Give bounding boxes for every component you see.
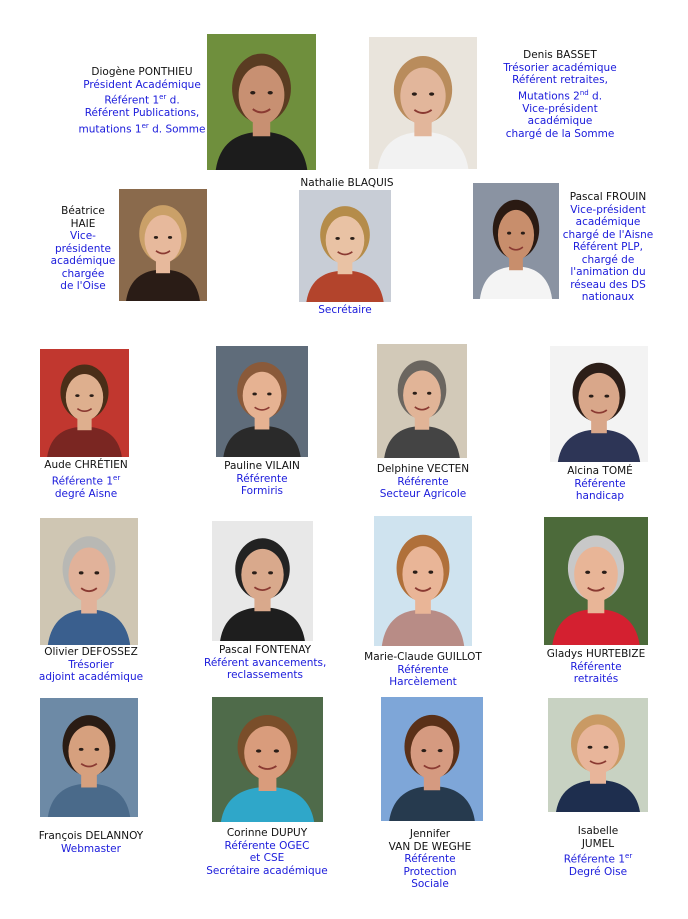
face (239, 66, 285, 125)
member-role: Protection (403, 865, 457, 878)
member-role: Vice-président (522, 102, 598, 115)
portrait-image (473, 183, 559, 299)
member-role: retraités (573, 673, 619, 685)
face (498, 210, 534, 260)
member-caption (546, 825, 650, 879)
right-eye (521, 232, 525, 235)
right-eye (429, 92, 434, 95)
member-caption (376, 828, 484, 891)
member-name: Jennifer (409, 828, 451, 840)
face (400, 68, 445, 125)
member-role: Référente (574, 477, 626, 490)
member-caption (36, 459, 136, 500)
face (145, 215, 182, 263)
portrait-image (207, 34, 316, 170)
member-name: Corinne DUPUY (226, 827, 308, 839)
left-eye (154, 236, 158, 239)
member-name: Delphine VECTEN (376, 463, 470, 475)
face (66, 374, 103, 421)
face (574, 547, 618, 602)
right-eye (268, 571, 273, 574)
member-role: chargé de (581, 253, 635, 266)
member-role: Référent Publications, (84, 107, 200, 119)
member-name: Denis BASSET (523, 49, 597, 61)
portrait-image (377, 344, 467, 458)
member-role: et CSE (249, 852, 285, 864)
member-role: de l'Oise (60, 280, 106, 292)
member-role: chargé de l'Aisne (562, 228, 654, 241)
member-photo (544, 517, 648, 645)
face (577, 724, 619, 773)
member-photo (40, 349, 129, 457)
member-role: Sociale (411, 878, 449, 890)
member-role: handicap (575, 490, 625, 502)
member-role: Vice- (70, 230, 96, 242)
member-caption (38, 646, 144, 684)
right-eye (604, 746, 609, 749)
portrait-image (40, 349, 129, 457)
member-photo (299, 190, 391, 302)
right-eye (427, 392, 431, 395)
member-role: Vice-président (570, 203, 646, 216)
member-name-line2: VAN DE WEGHE (388, 840, 472, 853)
left-eye (252, 393, 256, 396)
member-role: Référente (570, 660, 622, 673)
member-caption (204, 827, 330, 877)
portrait-image (216, 346, 308, 457)
right-eye (94, 571, 99, 574)
face (241, 549, 283, 601)
member-role: reclassements (226, 669, 303, 681)
member-role: présidente (55, 242, 111, 255)
member-photo (374, 516, 472, 646)
face (68, 547, 109, 602)
member-name: François DELANNOY (38, 830, 144, 842)
member-name: Gladys HURTEBIZE (546, 648, 646, 660)
member-role: degré Aisne (54, 487, 118, 500)
left-eye (412, 92, 417, 95)
member-photo (40, 698, 138, 817)
face (244, 726, 291, 780)
member-photo (40, 518, 138, 645)
member-role: chargée (61, 267, 105, 280)
left-eye (588, 746, 593, 749)
member-photo (548, 698, 648, 812)
member-name: Isabelle (577, 825, 619, 837)
member-role: Référente OGEC (224, 839, 310, 852)
member-role: Secrétaire académique (206, 864, 328, 877)
member-photo (377, 344, 467, 458)
member-role: Trésorier académique (503, 61, 617, 74)
member-caption (212, 460, 312, 498)
face (68, 726, 109, 777)
right-eye (438, 749, 443, 752)
member-role: Président Académique (83, 78, 201, 91)
portrait-image (40, 518, 138, 645)
member-photo (473, 183, 559, 299)
member-caption (371, 463, 475, 501)
portrait-image (550, 346, 648, 462)
member-name: Pauline VILAIN (224, 460, 300, 472)
left-eye (75, 394, 79, 397)
portrait-image (381, 697, 483, 821)
member-caption (497, 49, 623, 140)
member-caption (360, 651, 486, 689)
right-eye (168, 236, 172, 239)
member-role: nationaux (581, 291, 635, 303)
right-eye (428, 570, 433, 573)
portrait-image (119, 189, 207, 301)
right-eye (350, 237, 354, 240)
face (243, 372, 282, 420)
member-role: mutations 1er d. Somme (78, 121, 206, 135)
member-photo (119, 189, 207, 301)
member-role: l'animation du (570, 266, 646, 278)
member-name: Nathalie BLAQUIS (300, 177, 394, 189)
left-eye (256, 749, 261, 752)
portrait-image (369, 37, 477, 169)
member-photo (207, 34, 316, 170)
right-eye (274, 749, 279, 752)
left-eye (413, 570, 418, 573)
portrait-image (212, 697, 323, 822)
left-eye (252, 571, 257, 574)
member-caption (50, 205, 116, 293)
member-photo (369, 37, 477, 169)
left-eye (413, 392, 417, 395)
member-photo (381, 697, 483, 821)
member-name: Diogène PONTHIEU (91, 66, 193, 78)
portrait-image (548, 698, 648, 812)
member-role: Référente (397, 475, 449, 488)
left-eye (507, 232, 511, 235)
left-eye (79, 571, 84, 574)
member-role: Référente 1er (51, 473, 121, 487)
member-photo (216, 346, 308, 457)
member-role: Référent avancements, (204, 656, 327, 669)
left-eye (589, 395, 594, 398)
member-role: Webmaster (61, 842, 121, 855)
member-name: Alcina TOMÉ (567, 465, 633, 477)
member-role: académique (50, 255, 116, 267)
member-photo (212, 697, 323, 822)
member-name: Olivier DEFOSSEZ (44, 646, 138, 658)
member-role: académique (527, 115, 593, 127)
left-eye (585, 571, 590, 574)
member-name: Marie-Claude GUILLOT (364, 651, 482, 663)
member-role: Référente 1er (563, 852, 633, 866)
portrait-image (544, 517, 648, 645)
left-eye (335, 237, 339, 240)
member-role: Degré Oise (568, 866, 628, 878)
member-caption (36, 830, 146, 855)
member-caption (558, 191, 658, 304)
member-role: Secrétaire (318, 304, 372, 316)
left-eye (421, 749, 426, 752)
member-name: Pascal FONTENAY (218, 644, 312, 656)
member-name: Pascal FROUIN (569, 191, 647, 203)
member-role: Référente (397, 663, 449, 676)
member-role: Référent retraites, (512, 74, 608, 86)
member-caption (279, 177, 415, 190)
right-eye (268, 91, 273, 94)
face (402, 546, 443, 602)
right-eye (89, 394, 93, 397)
member-role: adjoint académique (38, 671, 144, 683)
member-caption (548, 465, 652, 503)
member-role: académique (575, 216, 641, 228)
face (326, 216, 365, 264)
member-role-caption (299, 304, 391, 317)
member-role: Référente (404, 853, 456, 865)
face (403, 370, 441, 419)
member-role: Référente (236, 472, 288, 485)
member-role: Formiris (240, 485, 284, 497)
member-caption (204, 644, 326, 682)
member-role: Mutations 2nd d. (517, 88, 603, 102)
member-role: Trésorier (68, 658, 114, 671)
member-photo (550, 346, 648, 462)
left-eye (250, 91, 255, 94)
member-name-line2: HAIE (70, 217, 96, 230)
member-role: Secteur Agricole (379, 488, 467, 500)
portrait-image (299, 190, 391, 302)
left-eye (79, 748, 84, 751)
right-eye (604, 395, 609, 398)
member-role: Harcèlement (389, 676, 457, 688)
right-eye (267, 393, 271, 396)
member-caption (72, 66, 212, 136)
member-name: Béatrice (61, 205, 105, 217)
portrait-image (374, 516, 472, 646)
member-role: chargé de la Somme (505, 127, 615, 140)
member-caption (540, 648, 652, 686)
portrait-image (40, 698, 138, 817)
member-name: Aude CHRÉTIEN (44, 459, 128, 471)
right-eye (602, 571, 607, 574)
face (578, 373, 619, 423)
member-photo (212, 521, 313, 641)
member-name-line2: JUMEL (581, 837, 615, 850)
face (411, 726, 454, 780)
member-role: Référent PLP, (573, 241, 643, 253)
right-eye (94, 748, 99, 751)
portrait-image (212, 521, 313, 641)
member-role: réseau des DS (570, 278, 646, 291)
member-role: Référent 1er d. (104, 93, 180, 107)
